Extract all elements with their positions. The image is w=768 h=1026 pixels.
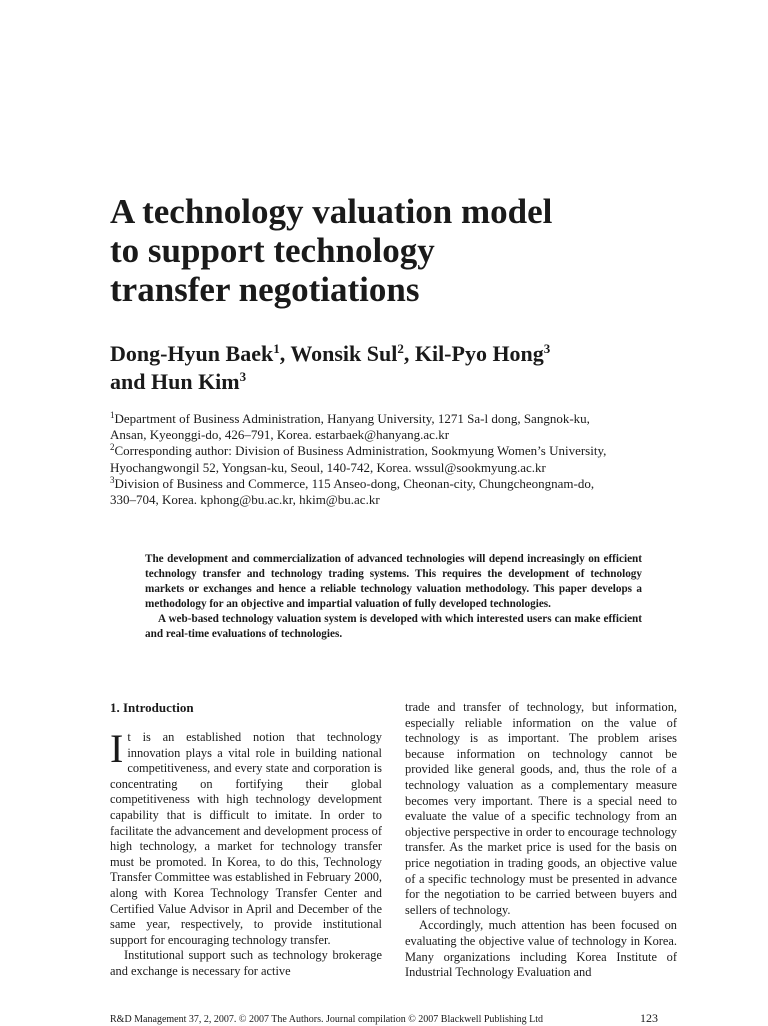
author-affiliation-mark: 1 [273,341,280,356]
abstract-paragraph: The development and commercialization of advanced technologies will depend increasingly on efficient technology transfer and technology trading systems. This requires the development of technology markets or exchanges and hence a reliable technology valuation methodology. This paper develops a methodology for an objective and impartial valuation of fully developed technologies. [145,553,642,611]
affiliation-line [110,476,690,492]
affiliation-line [110,411,690,427]
affiliation-number: 1 [110,410,115,420]
body-paragraph: Accordingly, much attention has been focused on evaluating the objective value of technology in Korea. Many organizations including Korea Institute of Industrial Technology Evaluation and [405,918,677,980]
abstract-paragraph: A web-based technology valuation system is developed with which interested users can make efficient and real-time evaluations of technologies. [145,613,642,641]
title-line: transfer negotiations [110,270,420,309]
affiliation-line [110,443,690,459]
author-affiliation-mark: 3 [543,341,551,356]
page-number: 123 [640,1011,658,1025]
affiliations [110,411,690,508]
author-name: Dong-Hyun Baek [110,341,274,366]
author-separator: and [110,369,151,394]
affiliation-text: Corresponding author: Division of Business Administration, Sookmyung Women’s University, [114,443,607,459]
author-name: Hun Kim [150,369,240,394]
affiliation-text: Department of Business Administration, Hanyang University, 1271 Sa-l dong, Sangnok-ku, [114,411,590,426]
body-text: t is an established notion that technology innovation plays a vital role in building national competitiveness, and every state and corporation is concentrating on fortifying their global competitiveness with high technology development capability that is difficult to imitate. In order to facilitate the advancement and development process of high technology, a market for technology transfer must be promoted. In Korea, to do this, Technology Transfer Committee was established in February 2000, along with Korea Technology Transfer Center and Certified Value Advisor in April and December of the same year, respectively, to provide institutional support for encouraging technology transfer. [110,730,382,947]
author-affiliation-mark: 2 [397,341,404,356]
abstract [145,552,642,643]
affiliation-line: Hyochangwongil 52, Yongsan-ku, Seoul, 140-742, Korea. wssul@sookmyung.ac.kr [110,459,546,475]
title-line: to support technology [110,231,435,270]
body-paragraph [110,726,382,948]
author-separator: , [403,341,415,366]
title-line: A technology valuation model [110,192,553,231]
affiliation-number: 2 [110,442,115,453]
body-column-right [405,700,677,981]
author-name: Kil-Pyo Hong [414,341,544,366]
author-name: Wonsik Sul [290,341,398,366]
author-separator: , [279,341,291,366]
paper-title [110,192,670,309]
affiliation-number: 3 [110,474,115,485]
body-paragraph: Institutional support such as technology brokerage and exchange is necessary for active [110,948,382,978]
journal-citation: R&D Management 37, 2, 2007. © 2007 The Authors. Journal compilation © 2007 Blackwell Publishing Ltd [110,1014,544,1025]
drop-cap: I [110,726,124,771]
author-affiliation-mark: 3 [239,369,247,384]
author-list [110,340,690,396]
affiliation-line: Ansan, Kyeonggi-do, 426–791, Korea. estarbaek@hanyang.ac.kr [110,427,450,443]
affiliation-line: 330–704, Korea. kphong@bu.ac.kr, hkim@bu.ac.kr [110,492,380,508]
body-paragraph: trade and transfer of technology, but information, especially reliable information on the value of technology is as important. The problem arises because information on technology cannot be provided like general goods, and, thus the role of a technology valuation as a complementary measure becomes very important. There is a special need to evaluate the value of a specific technology from an objective perspective in order to encourage technology transfer. As the market price is used for the basis on price negotiation in trading goods, an objective value of a specific technology must be presented in advance for the negotiation to be carried between buyers and sellers of technology. [405,700,677,917]
section-heading: 1. Introduction [110,700,194,715]
affiliation-text: Division of Business and Commerce, 115 Anseo-dong, Cheonan-city, Chungcheongnam-do, [114,475,595,491]
body-column-left [110,700,382,980]
